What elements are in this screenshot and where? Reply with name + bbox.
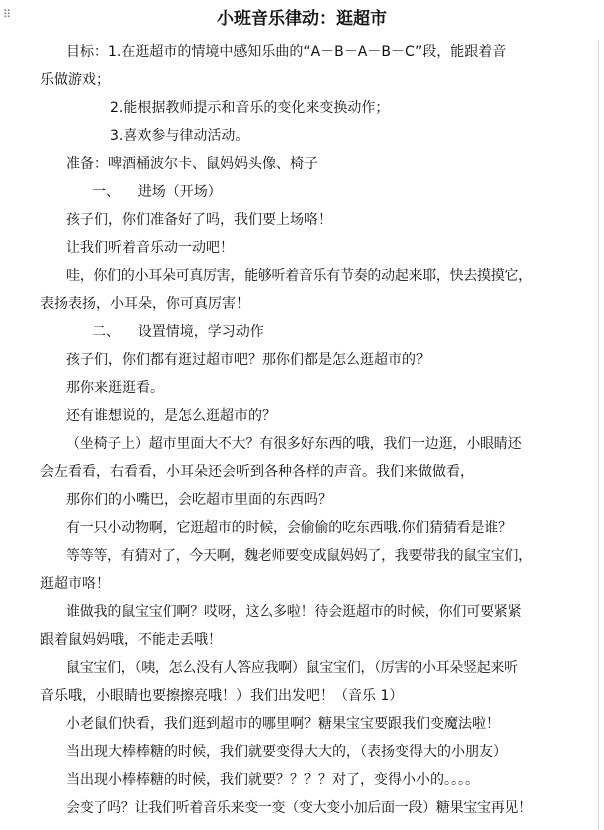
paragraph-line: 2.能根据教师提示和音乐的变化来变换动作； (110, 100, 390, 116)
paragraph-line: 等等等，有猜对了，今天啊，魏老师要变成鼠妈妈了，我要带我的鼠宝宝们， (66, 548, 532, 564)
paragraph-line: 谁做我的鼠宝宝们啊？哎呀，这么多啦！待会逛超市的时候，你们可要紧紧 (66, 604, 522, 620)
paragraph-line: 目标：1.在逛超市的情境中感知乐曲的“A－B－A－B－C”段，能跟着音 (66, 44, 507, 60)
paragraph-line: 会变了吗？让我们听着音乐来变一变（变大变小加后面一段）糖果宝宝再见！ (66, 800, 532, 816)
paragraph-line: 3.喜欢参与律动活动。 (110, 128, 250, 144)
paragraph-line: 孩子们，你们都有逛过超市吧？那你们都是怎么逛超市的？ (66, 352, 430, 368)
paragraph-line: 逛超市咯！ (40, 576, 110, 592)
document-title: 小班音乐律动：逛超市 (217, 9, 387, 29)
paragraph-line: 会左看看，右看看，小耳朵还会听到各种各样的声音。我们来做做看， (40, 464, 474, 480)
section-heading: 一、 进场（开场） (92, 184, 222, 200)
paragraph-line: 跟着鼠妈妈哦，不能走丢哦！ (40, 632, 222, 648)
paragraph-line: 鼠宝宝们，（咦，怎么没有人答应我啊）鼠宝宝们，（厉害的小耳朵竖起来听 (66, 660, 518, 676)
paragraph-line: 小老鼠们快看，我们逛到超市的哪里啊？糖果宝宝要跟我们变魔法啦！ (66, 716, 500, 732)
paragraph-line: 孩子们，你们准备好了吗，我们要上场咯！ (66, 212, 332, 228)
paragraph-line: 表扬表扬，小耳朵，你可真厉害！ (40, 296, 250, 312)
page-edge-divider (598, 40, 599, 830)
paragraph-line: 那你们的小嘴巴，会吃超市里面的东西吗？ (66, 492, 332, 508)
paragraph-line: 当出现大棒棒糖的时候，我们就要变得大大的，（表扬变得大的小朋友） (66, 744, 507, 760)
paragraph-line: 哇，你们的小耳朵可真厉害，能够听着音乐有节奏的动起来耶，快去摸摸它， (66, 268, 532, 284)
paragraph-line: （坐椅子上）超市里面大不大？有很多好东西的哦，我们一边逛，小眼睛还 (66, 436, 522, 452)
paragraph-line: 让我们听着音乐动一动吧！ (66, 240, 234, 256)
paragraph-line: 当出现小棒棒糖的时候，我们就要？？？？对了，变得小小的。。。。 (66, 772, 479, 788)
paragraph-line: 乐做游戏； (40, 72, 110, 88)
section-heading: 二、 设置情境，学习动作 (92, 324, 264, 340)
paragraph-line: 音乐哦，小眼睛也要擦擦亮哦！）我们出发吧！（音乐 1） (40, 688, 404, 704)
paragraph-line: 准备：啤酒桶波尔卡、鼠妈妈头像、椅子 (66, 156, 318, 172)
paragraph-line: 有一只小动物啊，它逛超市的时候，会偷偷的吃东西哦.你们猜猜看是谁？ (66, 520, 512, 536)
drag-handle-icon[interactable]: ⠿ (3, 8, 11, 21)
paragraph-line: 那你来逛逛看。 (66, 380, 164, 396)
paragraph-line: 还有谁想说的，是怎么逛超市的？ (66, 408, 276, 424)
